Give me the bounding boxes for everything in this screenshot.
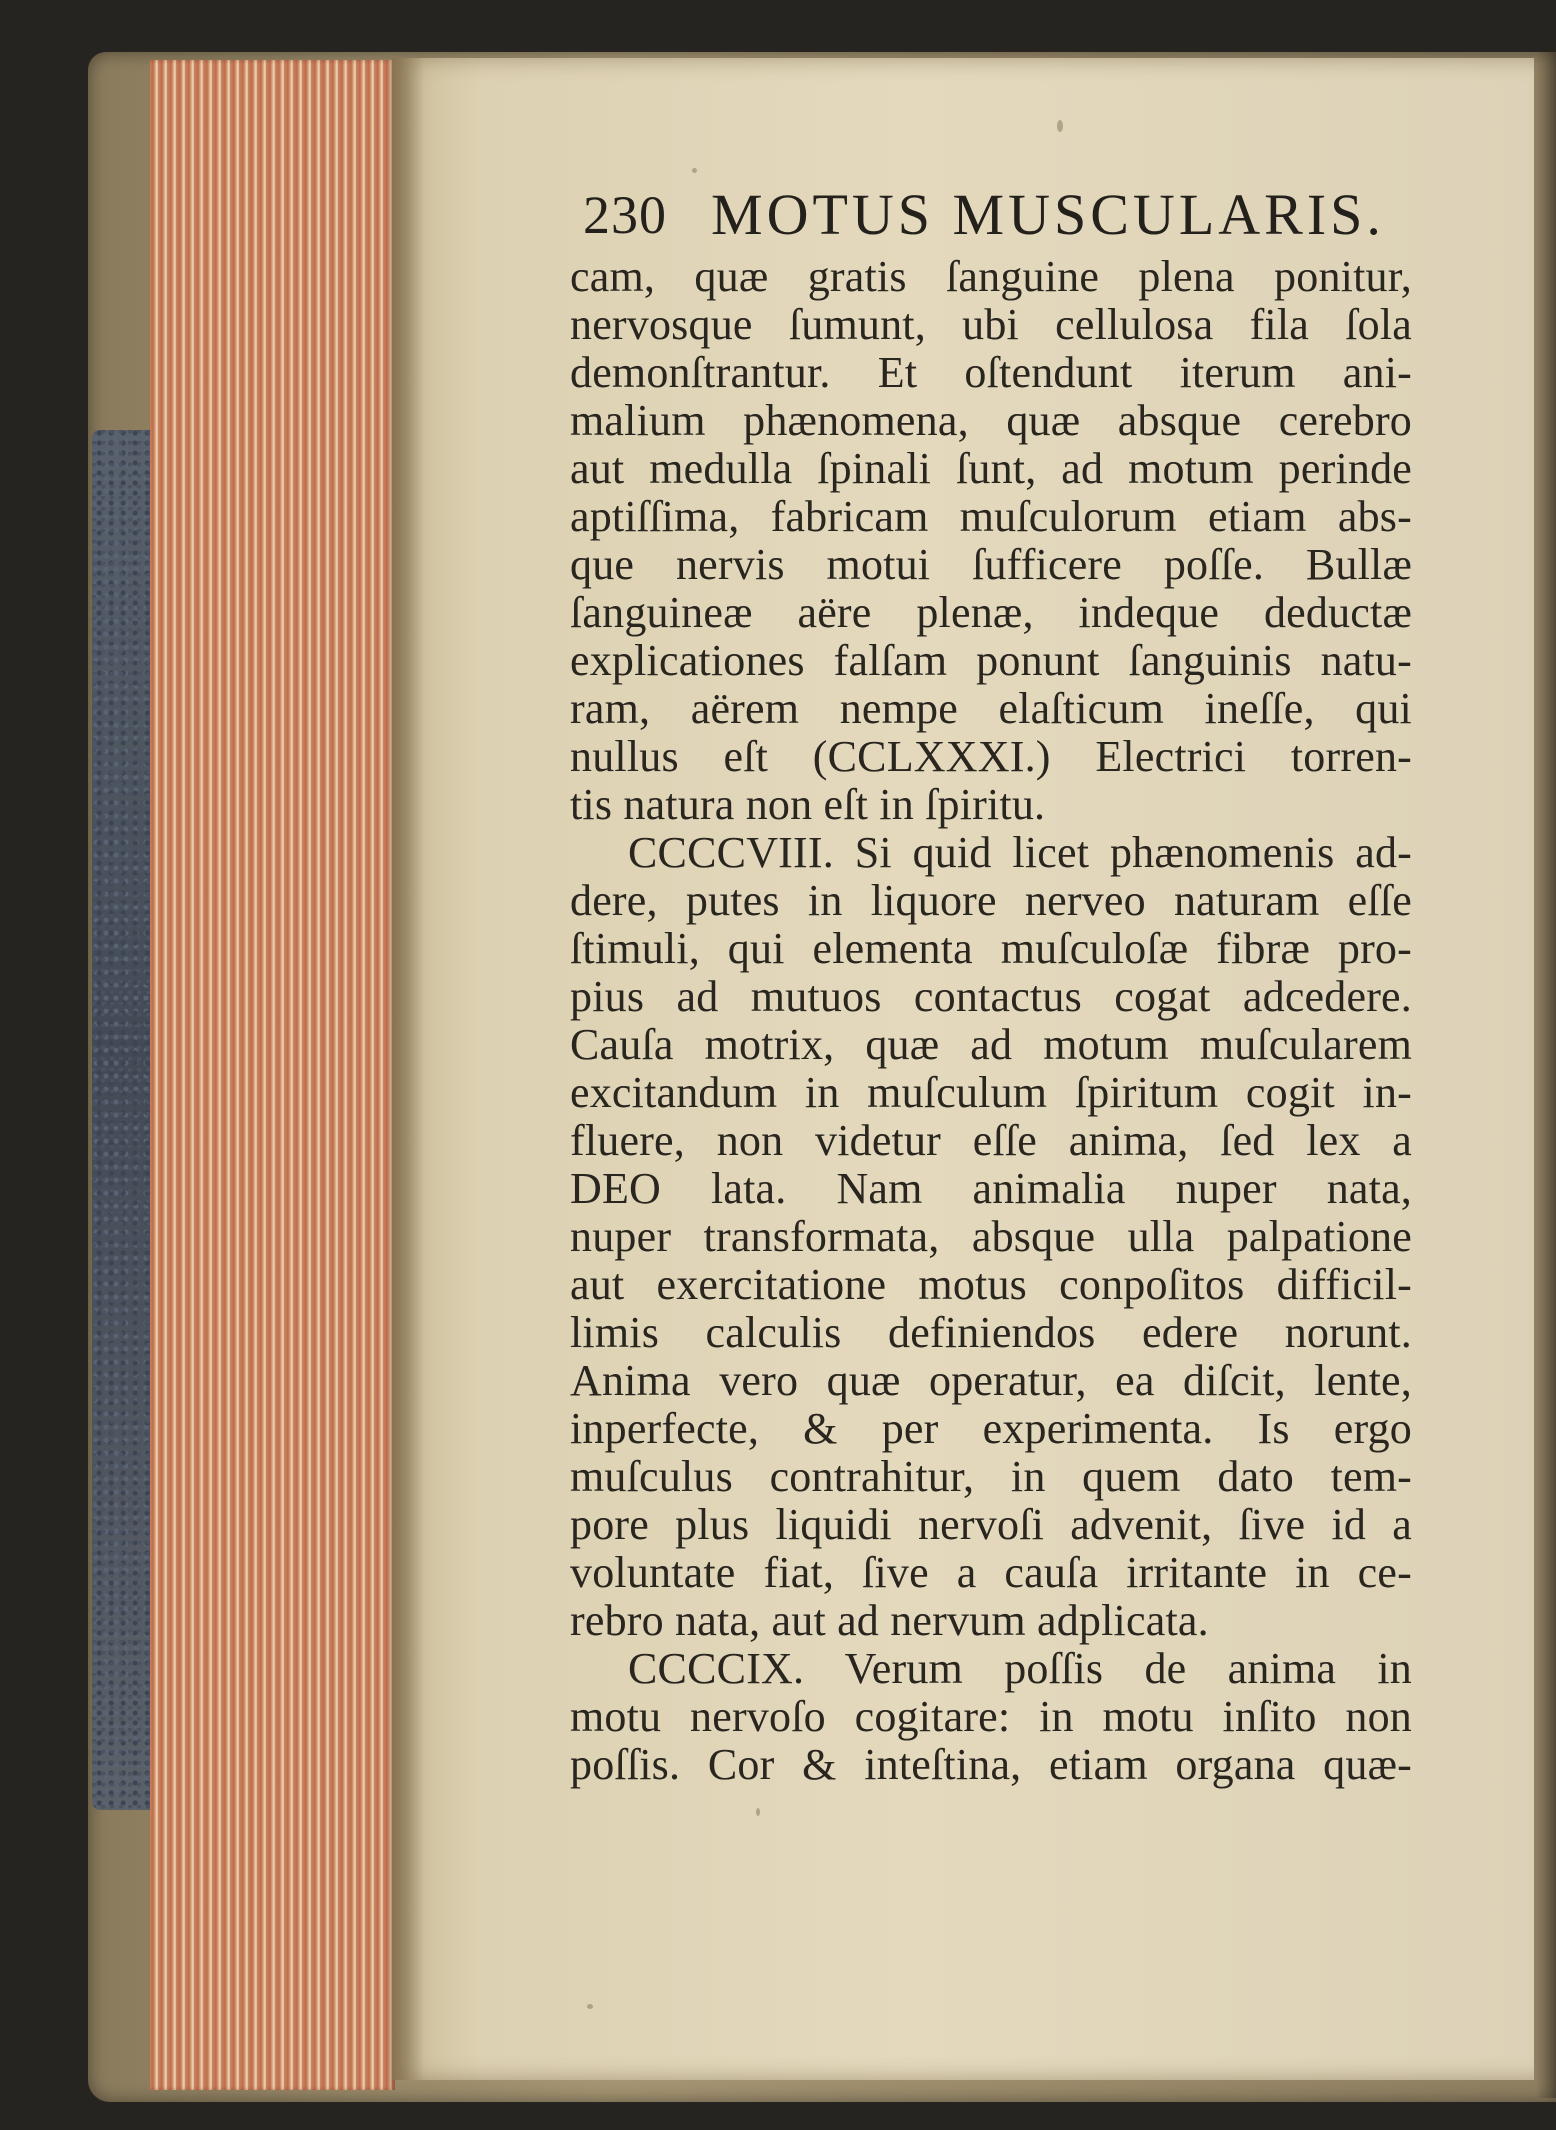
text-line: Cauſa motrix, quæ ad motum muſcularem (570, 1021, 1412, 1069)
paper-speck (692, 168, 697, 173)
paper-speck (756, 1808, 760, 1816)
text-line: ſanguineæ aëre plenæ, indeque deductæ (570, 589, 1412, 637)
text-line: fluere, non videtur eſſe anima, ſed lex a (570, 1117, 1412, 1165)
text-line: ſtimuli, qui elementa muſculoſæ fibræ pro- (570, 925, 1412, 973)
text-line: motu nervoſo cogitare: in motu inſito non (570, 1693, 1412, 1741)
paper-speck (1057, 120, 1063, 132)
text-line: ram, aërem nempe elaſticum ineſſe, qui (570, 685, 1412, 733)
text-line: muſculus contrahitur, in quem dato tem- (570, 1453, 1412, 1501)
text-line: dere, putes in liquore nerveo naturam eſſe (570, 877, 1412, 925)
text-line: aptiſſima, fabricam muſculorum etiam abs- (570, 493, 1412, 541)
text-line: nuper transformata, absque ulla palpatione (570, 1213, 1412, 1261)
text-line: tis natura non eſt in ſpiritu. (570, 781, 1046, 829)
text-line: explicationes falſam ponunt ſanguinis natu- (570, 637, 1412, 685)
text-line: poſſis. Cor & inteſtina, etiam organa quæ- (570, 1741, 1412, 1789)
latin-text-block (570, 253, 1412, 1789)
text-line: pius ad mutuos contactus cogat adcedere. (570, 973, 1412, 1021)
text-line: que nervis motui ſufficere poſſe. Bullæ (570, 541, 1412, 589)
text-line: aut medulla ſpinali ſunt, ad motum perinde (570, 445, 1412, 493)
text-line: pore plus liquidi nervoſi advenit, ſive id a (570, 1501, 1412, 1549)
red-page-edges (150, 60, 395, 2090)
text-line: nullus eſt (CCLXXXI.) Electrici torren- (570, 733, 1412, 781)
text-line: excitandum in muſculum ſpiritum cogit in- (570, 1069, 1412, 1117)
text-line: Anima vero quæ operatur, ea diſcit, lente, (570, 1357, 1412, 1405)
text-line: voluntate fiat, ſive a cauſa irritante in ce- (570, 1549, 1412, 1597)
text-line: rebro nata, aut ad nervum adplicata. (570, 1597, 1209, 1645)
text-line: inperfecte, & per experimenta. Is ergo (570, 1405, 1412, 1453)
text-line: demonſtrantur. Et oſtendunt iterum ani- (570, 349, 1412, 397)
text-line: limis calculis definiendos edere norunt. (570, 1309, 1412, 1357)
page-gutter-shadow (392, 58, 424, 2080)
running-head (583, 182, 1387, 247)
paper-speck (587, 2004, 593, 2009)
running-title: MOTUS MUSCULARIS. (711, 182, 1385, 247)
text-line: aut exercitatione motus conpoſitos difficil- (570, 1261, 1412, 1309)
text-line: DEO lata. Nam animalia nuper nata, (570, 1165, 1412, 1213)
text-line: nervosque ſumunt, ubi cellulosa fila ſola (570, 301, 1412, 349)
page-number: 230 (583, 185, 667, 245)
text-line: cam, quæ gratis ſanguine plena ponitur, (570, 253, 1412, 301)
right-edge-shadow (1536, 48, 1556, 2098)
text-line: malium phænomena, quæ absque cerebro (570, 397, 1412, 445)
section-heading-line: CCCCVIII. Si quid licet phænomenis ad- (628, 829, 1412, 877)
section-heading-line: CCCCIX. Verum poſſis de anima in (628, 1645, 1412, 1693)
